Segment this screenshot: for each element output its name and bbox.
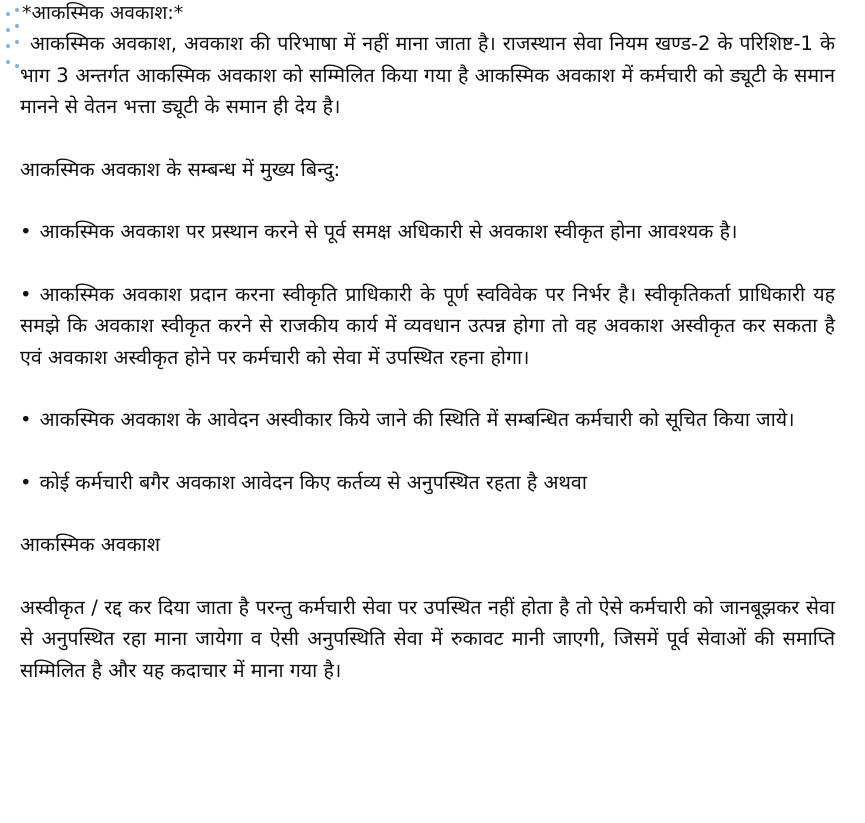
key-points-heading: आकस्मिक अवकाश के सम्बन्ध में मुख्य बिन्दु: <box>20 157 341 181</box>
closing-paragraph: अस्वीकृत / रद्द कर दिया जाता है परन्तु कर्मचारी सेवा पर उपस्थित नहीं होता है तो ऐसे कर्मचारी को जानबूझकर सेवा से अनुपस्थित रहा माना जायेगा व ऐसी अनुपस्थिति सेवा में रुकावट मानी जाएगी, जिसमें पूर्व सेवाओं की समाप्ति सम्मिलित है और यह कदाचार में माना गया है। <box>20 595 835 682</box>
decorative-dots <box>2 6 28 76</box>
spacer <box>20 436 835 467</box>
spacer <box>20 185 835 216</box>
bullet-point-1: • आकस्मिक अवकाश पर प्रस्थान करने से पूर्व समक्ष अधिकारी से अवकाश स्वीकृत होना आवश्यक है। <box>20 216 835 248</box>
decor-dot <box>6 12 10 16</box>
decor-dot <box>6 60 10 64</box>
decor-dot <box>6 28 10 32</box>
spacer <box>20 123 835 154</box>
decor-dot <box>15 8 19 12</box>
spacer <box>20 248 835 279</box>
bullet-point-4: • कोई कर्मचारी बगैर अवकाश आवेदन किए कर्तव्य से अनुपस्थित रहता है अथवा <box>20 467 835 499</box>
decor-dot <box>6 44 10 48</box>
spacer <box>20 373 835 404</box>
bullet-point-3: • आकस्मिक अवकाश के आवेदन अस्वीकार किये जाने की स्थिति में सम्बन्धित कर्मचारी को सूचित किया जाये। <box>20 404 835 436</box>
spacer <box>20 561 835 592</box>
sub-heading: आकस्मिक अवकाश <box>20 533 161 556</box>
decor-dot <box>15 64 19 68</box>
decor-dot <box>15 40 19 44</box>
decor-dot <box>15 24 19 28</box>
spacer <box>20 498 835 529</box>
document-title: *आकस्मिक अवकाश:* <box>22 2 184 24</box>
bullet-point-2: • आकस्मिक अवकाश प्रदान करना स्वीकृति प्राधिकारी के पूर्ण स्वविवेक पर निर्भर है। स्वीकृतिकर्ता प्राधिकारी यह समझे कि अवकाश स्वीकृत करने से राजकीय कार्य में व्यवधान उत्पन्न होगा तो वह अवकाश अस्वीकृत कर सकता है एवं अवकाश अस्वीकृत होने पर कर्मचारी को सेवा में उपस्थित रहना होगा। <box>20 279 835 374</box>
intro-paragraph: आकस्मिक अवकाश, अवकाश की परिभाषा में नहीं माना जाता है। राजस्थान सेवा नियम खण्ड-2 के परिशिष्ट-1 के भाग 3 अन्तर्गत आकस्मिक अवकाश को सम्मिलित किया गया है आकस्मिक अवकाश में कर्मचारी को ड्यूटी के समान मानने से वेतन भत्ता ड्यूटी के समान ही देय है। <box>20 32 835 118</box>
